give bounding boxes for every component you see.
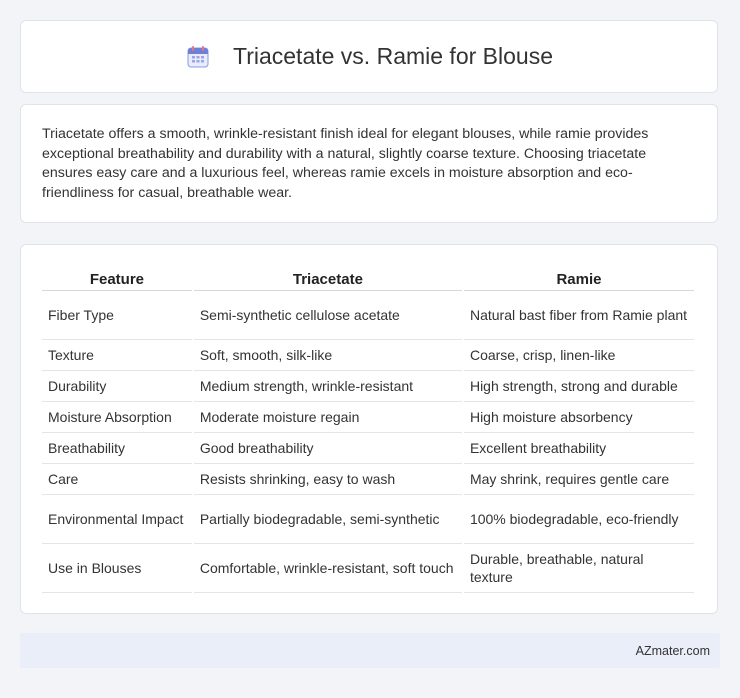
comparison-table (40, 265, 696, 593)
cell-triacetate: Moderate moisture regain (194, 402, 462, 433)
intro-text: Triacetate offers a smooth, wrinkle-resistant finish ideal for elegant blouses, while ramie provides exceptional breathability and durability with a natural, slightly coarse texture. Choosing triacetate ensures easy care and a luxurious feel, whereas ramie excels in moisture absorption and eco-friendliness for casual, breathable wear. (42, 126, 649, 201)
cell-feature: Environmental Impact (42, 495, 192, 544)
page-title: Triacetate vs. Ramie for Blouse (233, 43, 553, 69)
cell-feature: Durability (42, 371, 192, 402)
table-row (42, 402, 694, 433)
cell-ramie: Coarse, crisp, linen-like (464, 340, 694, 371)
cell-triacetate: Semi-synthetic cellulose acetate (194, 291, 462, 340)
header-ramie: Ramie (464, 265, 694, 291)
cell-ramie: 100% biodegradable, eco-friendly (464, 495, 694, 544)
table-header-row (42, 265, 694, 291)
cell-ramie: Excellent breathability (464, 433, 694, 464)
cell-triacetate: Resists shrinking, easy to wash (194, 464, 462, 495)
cell-ramie: High strength, strong and durable (464, 371, 694, 402)
cell-feature: Care (42, 464, 192, 495)
header-triacetate: Triacetate (194, 265, 462, 291)
header-feature: Feature (42, 265, 192, 291)
cell-triacetate: Medium strength, wrinkle-resistant (194, 371, 462, 402)
footer-brand: AZmater.com (635, 643, 710, 658)
cell-ramie: High moisture absorbency (464, 402, 694, 433)
table-row (42, 291, 694, 340)
cell-ramie: Natural bast fiber from Ramie plant (464, 291, 694, 340)
table-row (42, 495, 694, 544)
cell-feature: Texture (42, 340, 192, 371)
cell-feature: Moisture Absorption (42, 402, 192, 433)
cell-feature: Breathability (42, 433, 192, 464)
cell-triacetate: Soft, smooth, silk-like (194, 340, 462, 371)
intro-card (20, 104, 718, 223)
calendar-icon (185, 44, 211, 70)
table-row (42, 464, 694, 495)
cell-ramie: Durable, breathable, natural texture (464, 544, 694, 593)
footer-bar (20, 633, 720, 668)
cell-ramie: May shrink, requires gentle care (464, 464, 694, 495)
table-row (42, 544, 694, 593)
cell-triacetate: Comfortable, wrinkle-resistant, soft touch (194, 544, 462, 593)
table-row (42, 371, 694, 402)
cell-triacetate: Partially biodegradable, semi-synthetic (194, 495, 462, 544)
table-row (42, 340, 694, 371)
table-row (42, 433, 694, 464)
cell-feature: Use in Blouses (42, 544, 192, 593)
table-card (20, 244, 718, 614)
cell-feature: Fiber Type (42, 291, 192, 340)
title-card (20, 20, 718, 93)
cell-triacetate: Good breathability (194, 433, 462, 464)
